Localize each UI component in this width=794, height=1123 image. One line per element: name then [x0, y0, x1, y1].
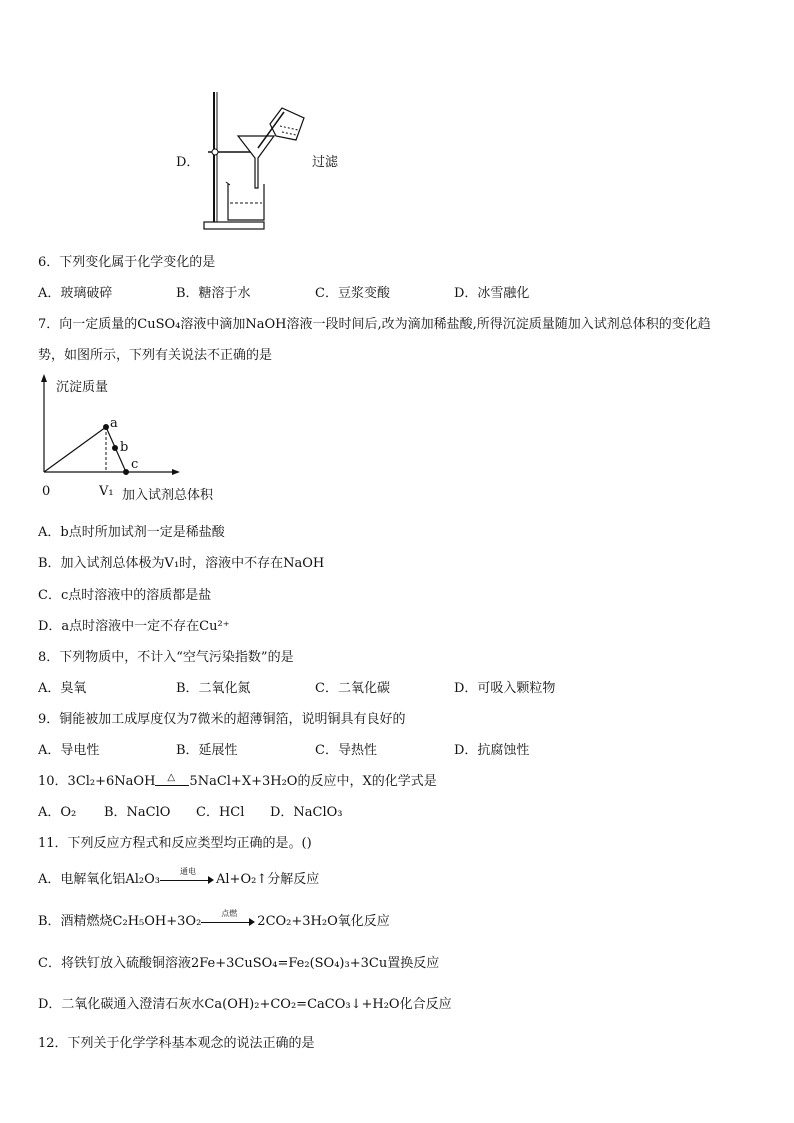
ignition-arrow [201, 908, 257, 929]
q7-option-a: A．b点时所加试剂一定是稀盐酸 [38, 525, 225, 540]
q9-option-c: C．导热性 [315, 743, 377, 758]
q10-option-c: C．HCl [196, 805, 245, 820]
q11-option-a-condition: 通电 [180, 866, 197, 876]
q7-option-c: C．c点时溶液中的溶质都是盐 [38, 588, 212, 603]
q11-option-b [38, 910, 390, 929]
q7-graph-point-b: b [120, 440, 129, 455]
q7-option-d: D．a点时溶液中一定不存在Cu²⁺ [38, 619, 230, 634]
q5-option-d-label: D． [176, 155, 200, 170]
q11-option-c: C．将铁钉放入硫酸铜溶液2Fe+3CuSO₄=Fe₂(SO₄)₃+3Cu置换反应 [38, 956, 440, 971]
q11-option-b-condition: 点燃 [221, 908, 238, 918]
q7-stem-line1: 7．向一定质量的CuSO₄溶液中滴加NaOH溶液一段时间后,改为滴加稀盐酸,所得沉淀质量随加入试剂总体积的变化趋 [38, 317, 711, 332]
q7-graph-v1: V₁ [99, 484, 114, 499]
q8-option-a: A．臭氧 [38, 681, 87, 696]
q11-stem: 11．下列反应方程式和反应类型均正确的是。() [38, 836, 312, 851]
q7-graph-point-a: a [110, 416, 118, 431]
q7-graph-origin: 0 [42, 484, 51, 499]
q11-option-b-left: B．酒精燃烧C₂H₅OH+3O₂ [38, 914, 202, 929]
q9-option-b: B．延展性 [176, 743, 238, 758]
q11-option-a-left: A．电解氧化铝Al₂O₃ [38, 872, 161, 887]
q7-graph-ylabel: 沉淀质量 [56, 380, 109, 395]
filtration-apparatus-figure [200, 88, 312, 234]
q6-option-c: C．豆浆变酸 [315, 286, 390, 301]
heating-condition-arrow [155, 771, 189, 789]
q10-stem-right: 5NaCl+X+3H₂O的反应中，X的化学式是 [189, 774, 437, 789]
q8-option-c: C．二氧化碳 [315, 681, 390, 696]
q10-stem [38, 770, 437, 789]
q9-stem: 9．铜能被加工成厚度仅为7微米的超薄铜箔，说明铜具有良好的 [38, 712, 406, 727]
q11-option-a-right: Al+O₂↑分解反应 [216, 872, 320, 887]
q7-option-b: B．加入试剂总体极为V₁时，溶液中不存在NaOH [38, 556, 325, 571]
q5-option-d-caption: 过滤 [312, 155, 339, 170]
q11-option-b-right: 2CO₂+3H₂O氧化反应 [257, 914, 390, 929]
heat-triangle-icon: △ [167, 771, 176, 783]
q11-option-a [38, 868, 319, 887]
q8-option-b: B．二氧化氮 [176, 681, 251, 696]
q6-stem: 6．下列变化属于化学变化的是 [38, 255, 216, 270]
q11-option-d: D．二氧化碳通入澄清石灰水Ca(OH)₂+CO₂=CaCO₃↓+H₂O化合反应 [38, 997, 452, 1012]
q8-stem: 8．下列物质中，不计入“空气污染指数”的是 [38, 650, 294, 665]
q10-option-a: A．O₂ [38, 805, 77, 820]
q10-stem-left: 10．3Cl₂+6NaOH [38, 774, 156, 789]
q9-option-a: A．导电性 [38, 743, 100, 758]
q10-option-d: D．NaClO₃ [270, 805, 343, 820]
q7-stem-line2: 势，如图所示，下列有关说法不正确的是 [38, 348, 273, 363]
q9-option-d: D．抗腐蚀性 [454, 743, 530, 758]
q6-option-b: B．糖溶于水 [176, 286, 251, 301]
q12-stem: 12．下列关于化学学科基本观念的说法正确的是 [38, 1036, 315, 1051]
q10-option-b: B．NaClO [104, 805, 171, 820]
q6-option-a: A．玻璃破碎 [38, 286, 113, 301]
q8-option-d: D．可吸入颗粒物 [454, 681, 556, 696]
q7-graph-point-c: c [131, 457, 139, 472]
electrolysis-arrow [160, 866, 216, 887]
q6-option-d: D．冰雪融化 [454, 286, 530, 301]
q7-graph-xlabel: 加入试剂总体积 [122, 488, 214, 503]
